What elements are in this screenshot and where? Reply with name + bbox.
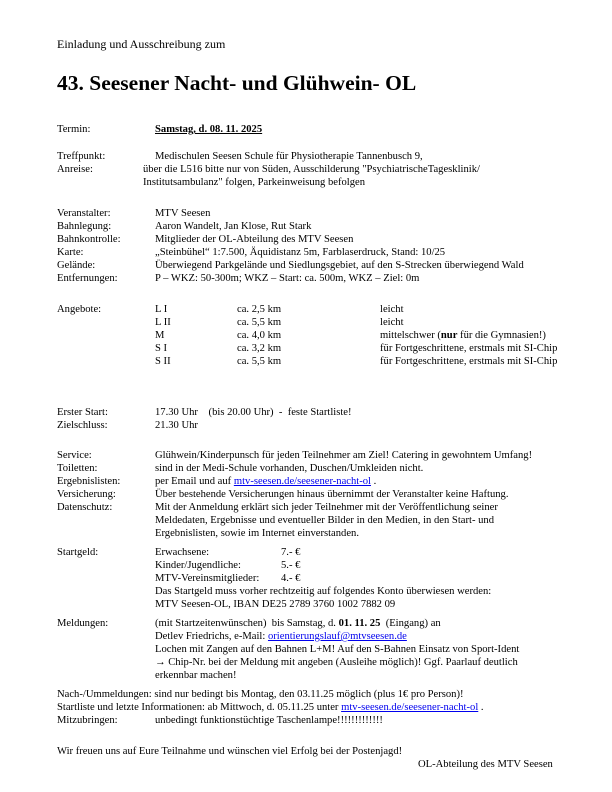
versicherung-label: Versicherung: — [57, 489, 116, 500]
mitbringen-value: unbedingt funktionstüchtige Taschenlampe!!!!!!!!!!!!! — [155, 715, 383, 726]
ergebnis-value — [155, 475, 376, 488]
service-label: Service: — [57, 450, 92, 461]
meldungen-line3: Lochen mit Zangen auf den Bahnen L+M! Auf den S-Bahnen Einsatz von Sport-Ident — [155, 644, 520, 655]
startliste-text: . — [478, 702, 484, 713]
course-name: S I — [155, 343, 168, 354]
course-name: M — [155, 330, 165, 341]
info-label-gelaende: Gelände: — [57, 260, 96, 271]
info-label-karte: Karte: — [57, 247, 84, 258]
startliste-text: Startliste und letzte Informationen: ab Mittwoch, d. 05.11.25 unter — [57, 702, 342, 713]
info-value-veranstalter: MTV Seesen — [155, 208, 211, 219]
start-label: Erster Start: — [57, 407, 108, 418]
email-link[interactable]: orientierungslauf@mtvseesen.de — [267, 631, 407, 642]
fee-group: Kinder/Jugendliche: — [155, 560, 241, 571]
meldungen-line5: erkennbar machen! — [155, 670, 237, 681]
meldungen-text: (mit Startzeitenwünschen) bis Samstag, d. — [155, 618, 339, 629]
termin-label: Termin: — [57, 124, 91, 135]
level-emphasis: nur — [440, 330, 458, 341]
meldungen-line1 — [155, 617, 441, 630]
fee-amount: 4.- € — [281, 573, 301, 584]
datenschutz-line2: Meldedaten, Ergebnisse und eventueller Bilder in den Medien, in den Start- und — [155, 515, 495, 526]
treffpunkt-label: Treffpunkt: — [57, 151, 106, 162]
info-label-entfernungen: Entfernungen: — [57, 273, 118, 284]
course-level: für Fortgeschrittene, erstmals mit SI-Chip — [380, 356, 558, 367]
course-level: leicht — [380, 304, 404, 315]
course-level — [380, 329, 546, 342]
course-name: L I — [155, 304, 168, 315]
level-text: mittelschwer ( — [380, 330, 441, 341]
course-distance: ca. 5,5 km — [237, 356, 282, 367]
info-value-bahnlegung: Aaron Wandelt, Jan Klose, Rut Stark — [155, 221, 312, 232]
start-value: 17.30 Uhr (bis 20.00 Uhr) - feste Startliste! — [155, 407, 352, 418]
level-text: für die Gymnasien!) — [457, 330, 546, 341]
mitbringen-label: Mitzubringen: — [57, 715, 118, 726]
ergebnis-text: . — [371, 476, 377, 487]
anreise-line1: über die L516 bitte nur von Süden, Ausschilderung "PsychiatrischeTagesklinik/ — [143, 164, 480, 175]
course-distance: ca. 5,5 km — [237, 317, 282, 328]
ziel-label: Zielschluss: — [57, 420, 108, 431]
info-label-veranstalter: Veranstalter: — [57, 208, 111, 219]
anreise-line2: Institutsambulanz" folgen, Parkeinweisung befolgen — [143, 177, 366, 188]
course-name: L II — [155, 317, 171, 328]
info-value-gelaende: Überwiegend Parkgelände und Siedlungsgebiet, auf den S-Strecken überwiegend Wald — [155, 260, 524, 271]
anreise-label: Anreise: — [57, 164, 93, 175]
datenschutz-line1: Mit der Anmeldung erklärt sich jeder Teilnehmer mit der Veröffentlichung seiner — [155, 502, 498, 513]
info-value-karte: „Steinbühel“ 1:7.500, Äquidistanz 5m, Farblaserdruck, Stand: 10/25 — [155, 247, 446, 258]
closing-text: Wir freuen uns auf Eure Teilnahme und wünschen viel Erfolg bei der Postenjagd! — [57, 746, 403, 757]
datenschutz-label: Datenschutz: — [57, 502, 113, 513]
fee-amount: 5.- € — [281, 560, 301, 571]
course-distance: ca. 3,2 km — [237, 343, 282, 354]
meldungen-text: Detlev Friedrichs, e-Mail: — [155, 631, 268, 642]
fee-amount: 7.- € — [281, 547, 301, 558]
ergebnis-label: Ergebnislisten: — [57, 476, 121, 487]
fee-group: Erwachsene: — [155, 547, 210, 558]
signature: OL-Abteilung des MTV Seesen — [418, 759, 553, 770]
course-level: für Fortgeschrittene, erstmals mit SI-Chip — [380, 343, 558, 354]
intro-line: Einladung und Ausschreibung zum — [57, 37, 226, 51]
service-value: Glühwein/Kinderpunsch für jeden Teilnehmer am Ziel! Catering in gewohntem Umfang! — [155, 450, 533, 461]
startlist-link[interactable]: mtv-seesen.de/seesener-nacht-ol — [341, 702, 479, 713]
treffpunkt-value: Medischulen Seesen Schule für Physiotherapie Tannenbusch 9, — [155, 151, 423, 162]
info-value-bahnkontrolle: Mitglieder der OL-Abteilung des MTV Seesen — [155, 234, 354, 245]
toiletten-label: Toiletten: — [57, 463, 98, 474]
startliste-line — [57, 701, 484, 714]
ziel-value: 21.30 Uhr — [155, 420, 198, 431]
meldungen-line4: → Chip-Nr. bei der Meldung mit angeben (Ausleihe möglich)! Ggf. Paarlauf deutlich — [155, 657, 518, 668]
results-link[interactable]: mtv-seesen.de/seesener-nacht-ol — [233, 476, 371, 487]
course-level: leicht — [380, 317, 404, 328]
nachmeldung-line: Nach-/Ummeldungen: sind nur bedingt bis Montag, den 03.11.25 möglich (plus 1€ pro Person)! — [57, 689, 464, 700]
course-distance: ca. 4,0 km — [237, 330, 282, 341]
meldungen-label: Meldungen: — [57, 618, 109, 629]
versicherung-value: Über bestehende Versicherungen hinaus übernimmt der Veranstalter keine Haftung. — [155, 489, 509, 500]
deadline-date: 01. 11. 25 — [338, 618, 381, 629]
toiletten-value: sind in der Medi-Schule vorhanden, Duschen/Umkleiden nicht. — [155, 463, 424, 474]
meldungen-line2 — [155, 630, 407, 643]
ergebnis-text: per Email und auf — [155, 476, 234, 487]
course-distance: ca. 2,5 km — [237, 304, 282, 315]
fee-group: MTV-Vereinsmitglieder: — [155, 573, 260, 584]
page-title: 43. Seesener Nacht- und Glühwein- OL — [57, 71, 417, 95]
info-label-bahnkontrolle: Bahnkontrolle: — [57, 234, 121, 245]
angebote-label: Angebote: — [57, 304, 102, 315]
course-name: S II — [155, 356, 171, 367]
datenschutz-line3: Ergebnislisten, sowie im Internet einverstanden. — [155, 528, 359, 539]
startgeld-label: Startgeld: — [57, 547, 99, 558]
bank-account: MTV Seesen-OL, IBAN DE25 2789 3760 1002 7882 09 — [155, 599, 396, 610]
meldungen-text: (Eingang) an — [380, 618, 441, 629]
info-label-bahnlegung: Bahnlegung: — [57, 221, 112, 232]
startgeld-note: Das Startgeld muss vorher rechtzeitig auf folgendes Konto überwiesen werden: — [155, 586, 492, 597]
termin-value: Samstag, d. 08. 11. 2025 — [155, 124, 263, 135]
info-value-entfernungen: P – WKZ: 50-300m; WKZ – Start: ca. 500m, WKZ – Ziel: 0m — [155, 273, 420, 284]
